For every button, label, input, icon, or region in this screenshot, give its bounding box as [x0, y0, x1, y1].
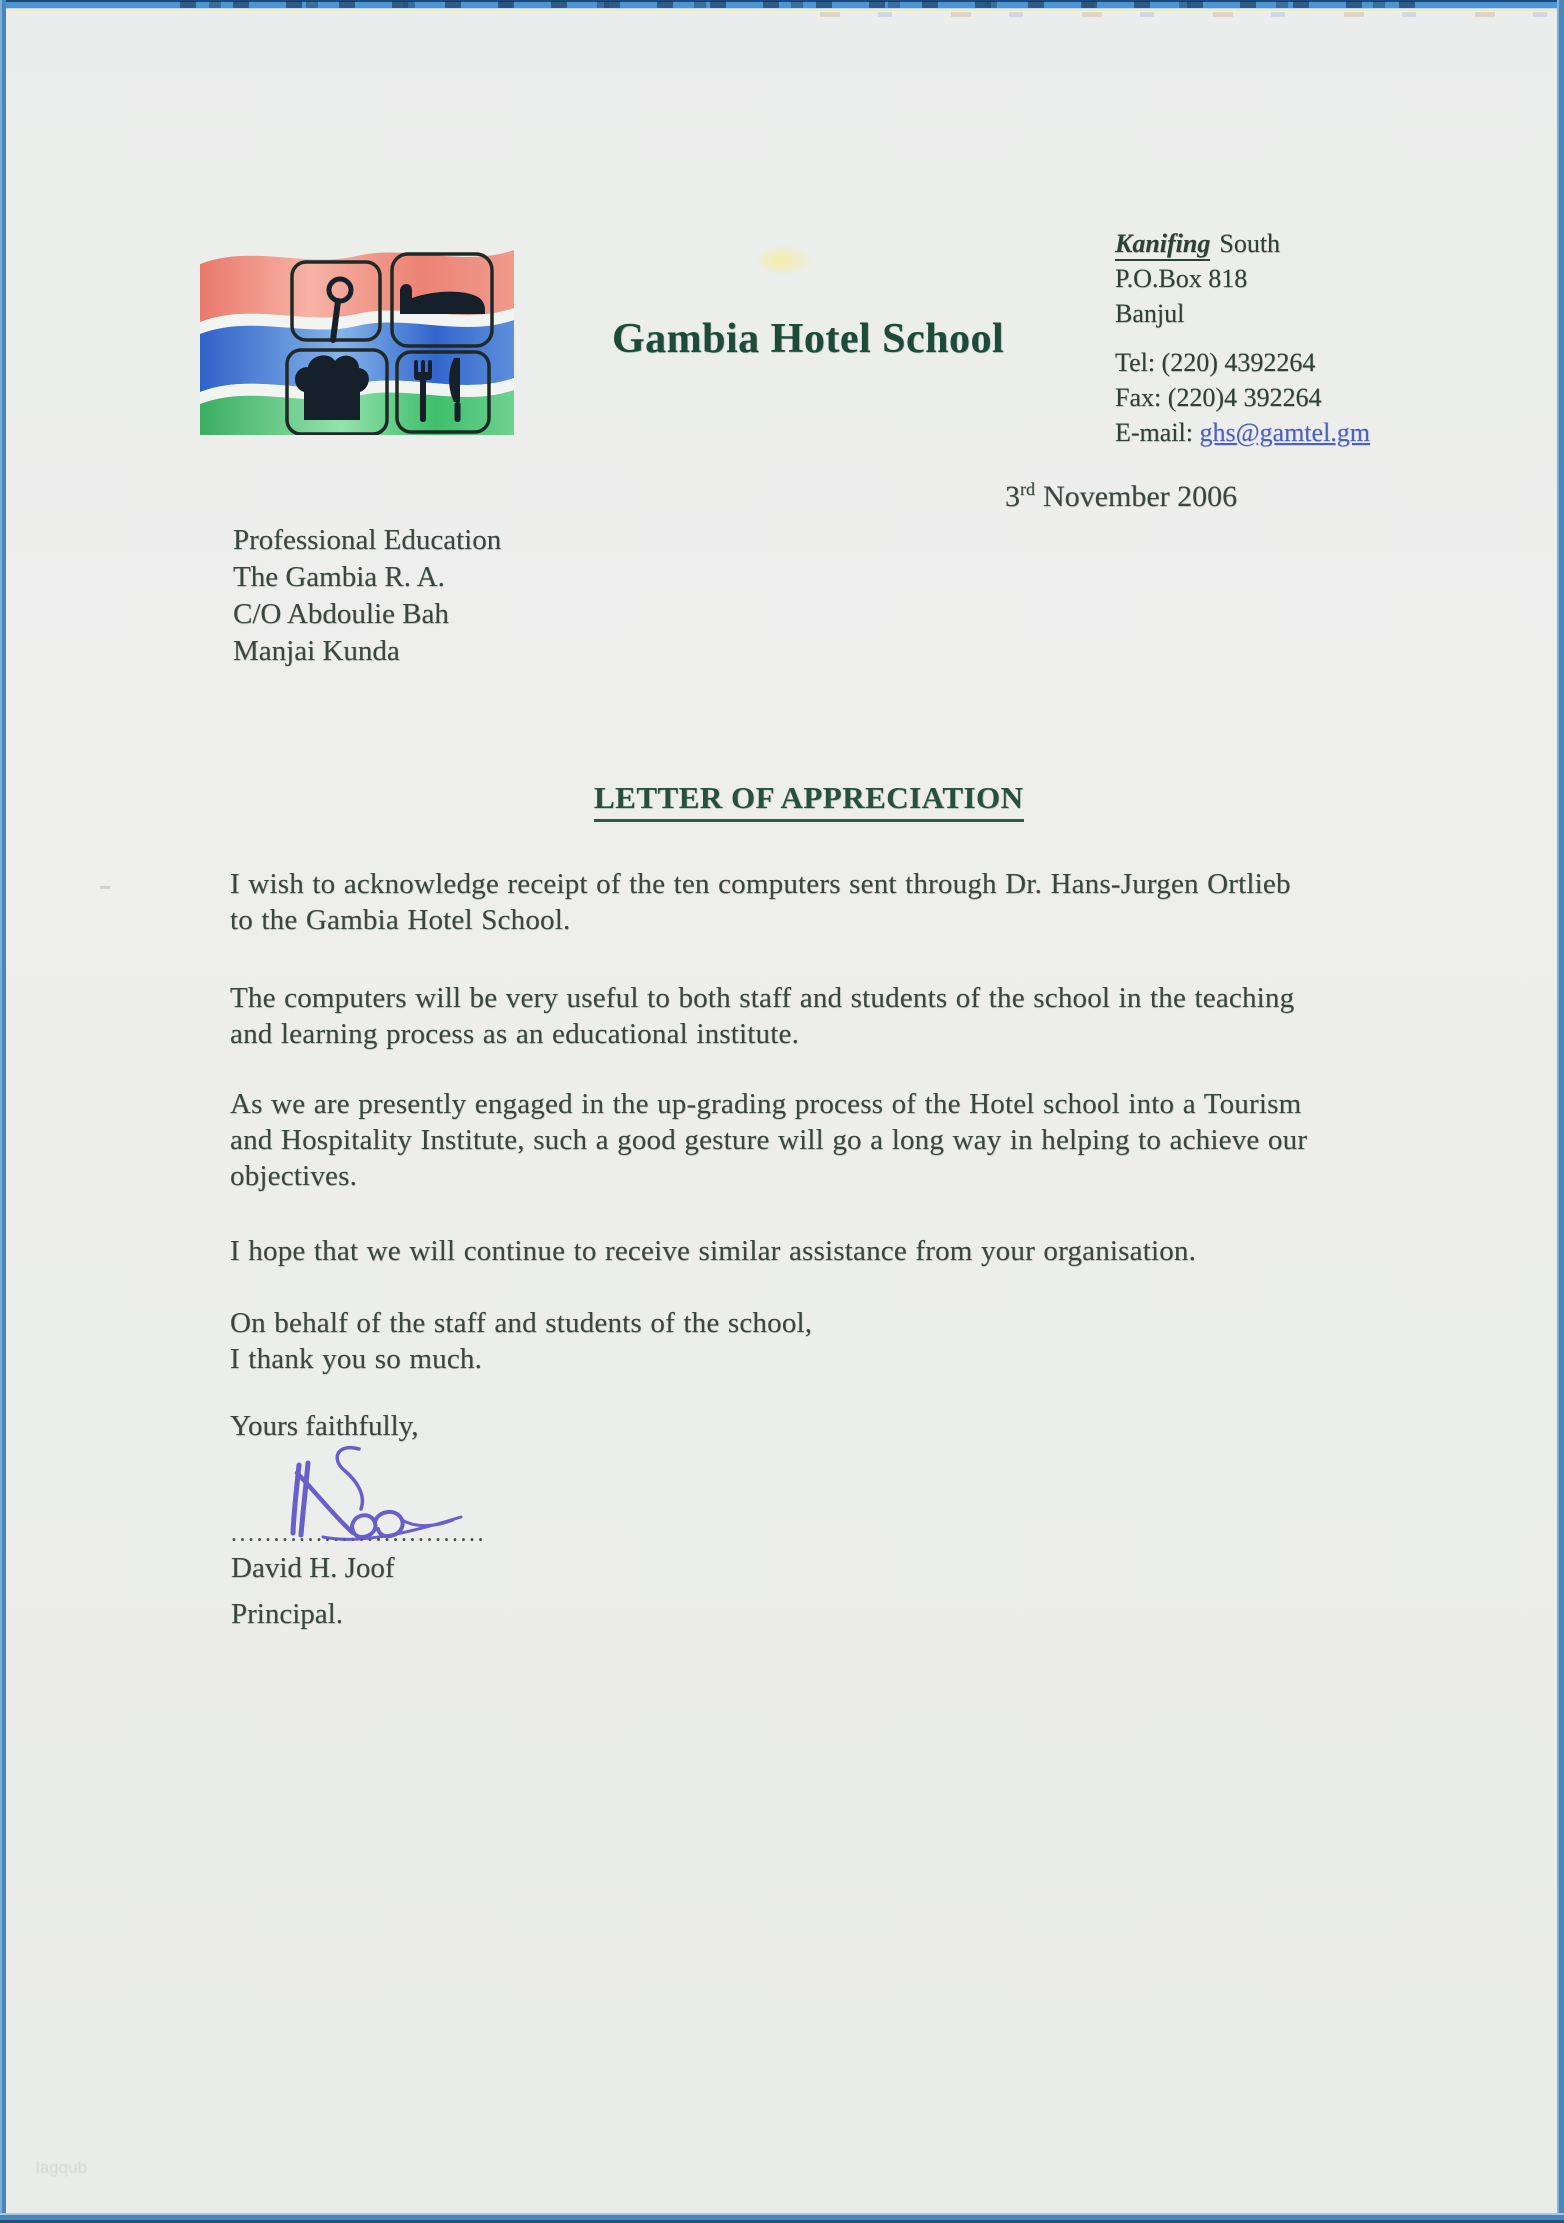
scan-smudge-top	[180, 1, 1440, 8]
valediction: Yours faithfully,	[230, 1410, 419, 1442]
paragraph-line: to the Gambia Hotel School.	[230, 904, 571, 936]
scan-border-right	[1557, 0, 1564, 2223]
paragraph-line: and Hospitality Institute, such a good gesture will go a long way in helping to achieve our	[230, 1124, 1308, 1156]
scan-border-left	[0, 0, 6, 2223]
scan-highlight-smudge	[760, 246, 812, 273]
signer-name: David H. Joof	[231, 1552, 395, 1584]
signature-dotted-line: ..............................	[231, 1521, 486, 1547]
recipient-line: C/O Abdoulie Bah	[233, 598, 449, 630]
paragraph-line: The computers will be very useful to both staff and students of the school in the teaching	[230, 982, 1295, 1014]
email-label: E-mail:	[1115, 418, 1193, 447]
contact-tel: Tel: (220) 4392264	[1115, 348, 1316, 377]
recipient-line: The Gambia R. A.	[233, 561, 445, 593]
school-name: Gambia Hotel School	[612, 316, 1005, 362]
contact-fax: Fax: (220)4 392264	[1115, 383, 1322, 412]
contact-location	[1115, 226, 1370, 261]
date-line	[1005, 480, 1237, 514]
scan-artifact-row	[820, 12, 1550, 17]
letter-paragraph	[230, 980, 1294, 1052]
contact-location-district: Kanifing	[1115, 229, 1210, 261]
signer-title: Principal.	[231, 1598, 343, 1630]
watermark-text: lagqub	[36, 2158, 88, 2177]
paragraph-line: I thank you so much.	[230, 1343, 483, 1375]
contact-email-line	[1115, 415, 1370, 450]
paragraph-line: and learning process as an educational institute.	[230, 1018, 800, 1050]
letter-paragraph	[230, 866, 1291, 938]
contact-city: Banjul	[1115, 299, 1185, 328]
letter-title: LETTER OF APPRECIATION	[594, 780, 1024, 822]
paragraph-line: I hope that we will continue to receive similar assistance from your organisation.	[230, 1235, 1197, 1267]
email-link: ghs@gamtel.gm	[1199, 418, 1371, 447]
paragraph-line: objectives.	[230, 1160, 358, 1192]
paragraph-line: I wish to acknowledge receipt of the ten computers sent through Dr. Hans-Jurgen Ortlieb	[230, 868, 1291, 900]
letter-paragraph	[230, 1086, 1307, 1194]
school-logo-flag-icon	[192, 220, 527, 435]
letter-paragraph	[230, 1305, 812, 1377]
letter-paragraph	[230, 1233, 1196, 1269]
date-day: 3	[1005, 480, 1020, 513]
contact-block	[1115, 226, 1370, 450]
paragraph-line: As we are presently engaged in the up-grading process of the Hotel school into a Tourism	[230, 1088, 1302, 1120]
date-ordinal: rd	[1020, 479, 1035, 499]
contact-location-area: South	[1219, 229, 1281, 258]
recipient-address	[233, 522, 501, 670]
date-rest: November 2006	[1043, 480, 1238, 513]
scan-border-bottom	[0, 2213, 1564, 2223]
recipient-line: Manjai Kunda	[233, 635, 400, 667]
scan-stray-mark	[100, 886, 110, 889]
signature-scribble	[263, 1443, 481, 1557]
contact-pobox: P.O.Box 818	[1115, 264, 1248, 293]
recipient-line: Professional Education	[233, 524, 502, 556]
paragraph-line: On behalf of the staff and students of the school,	[230, 1307, 813, 1339]
